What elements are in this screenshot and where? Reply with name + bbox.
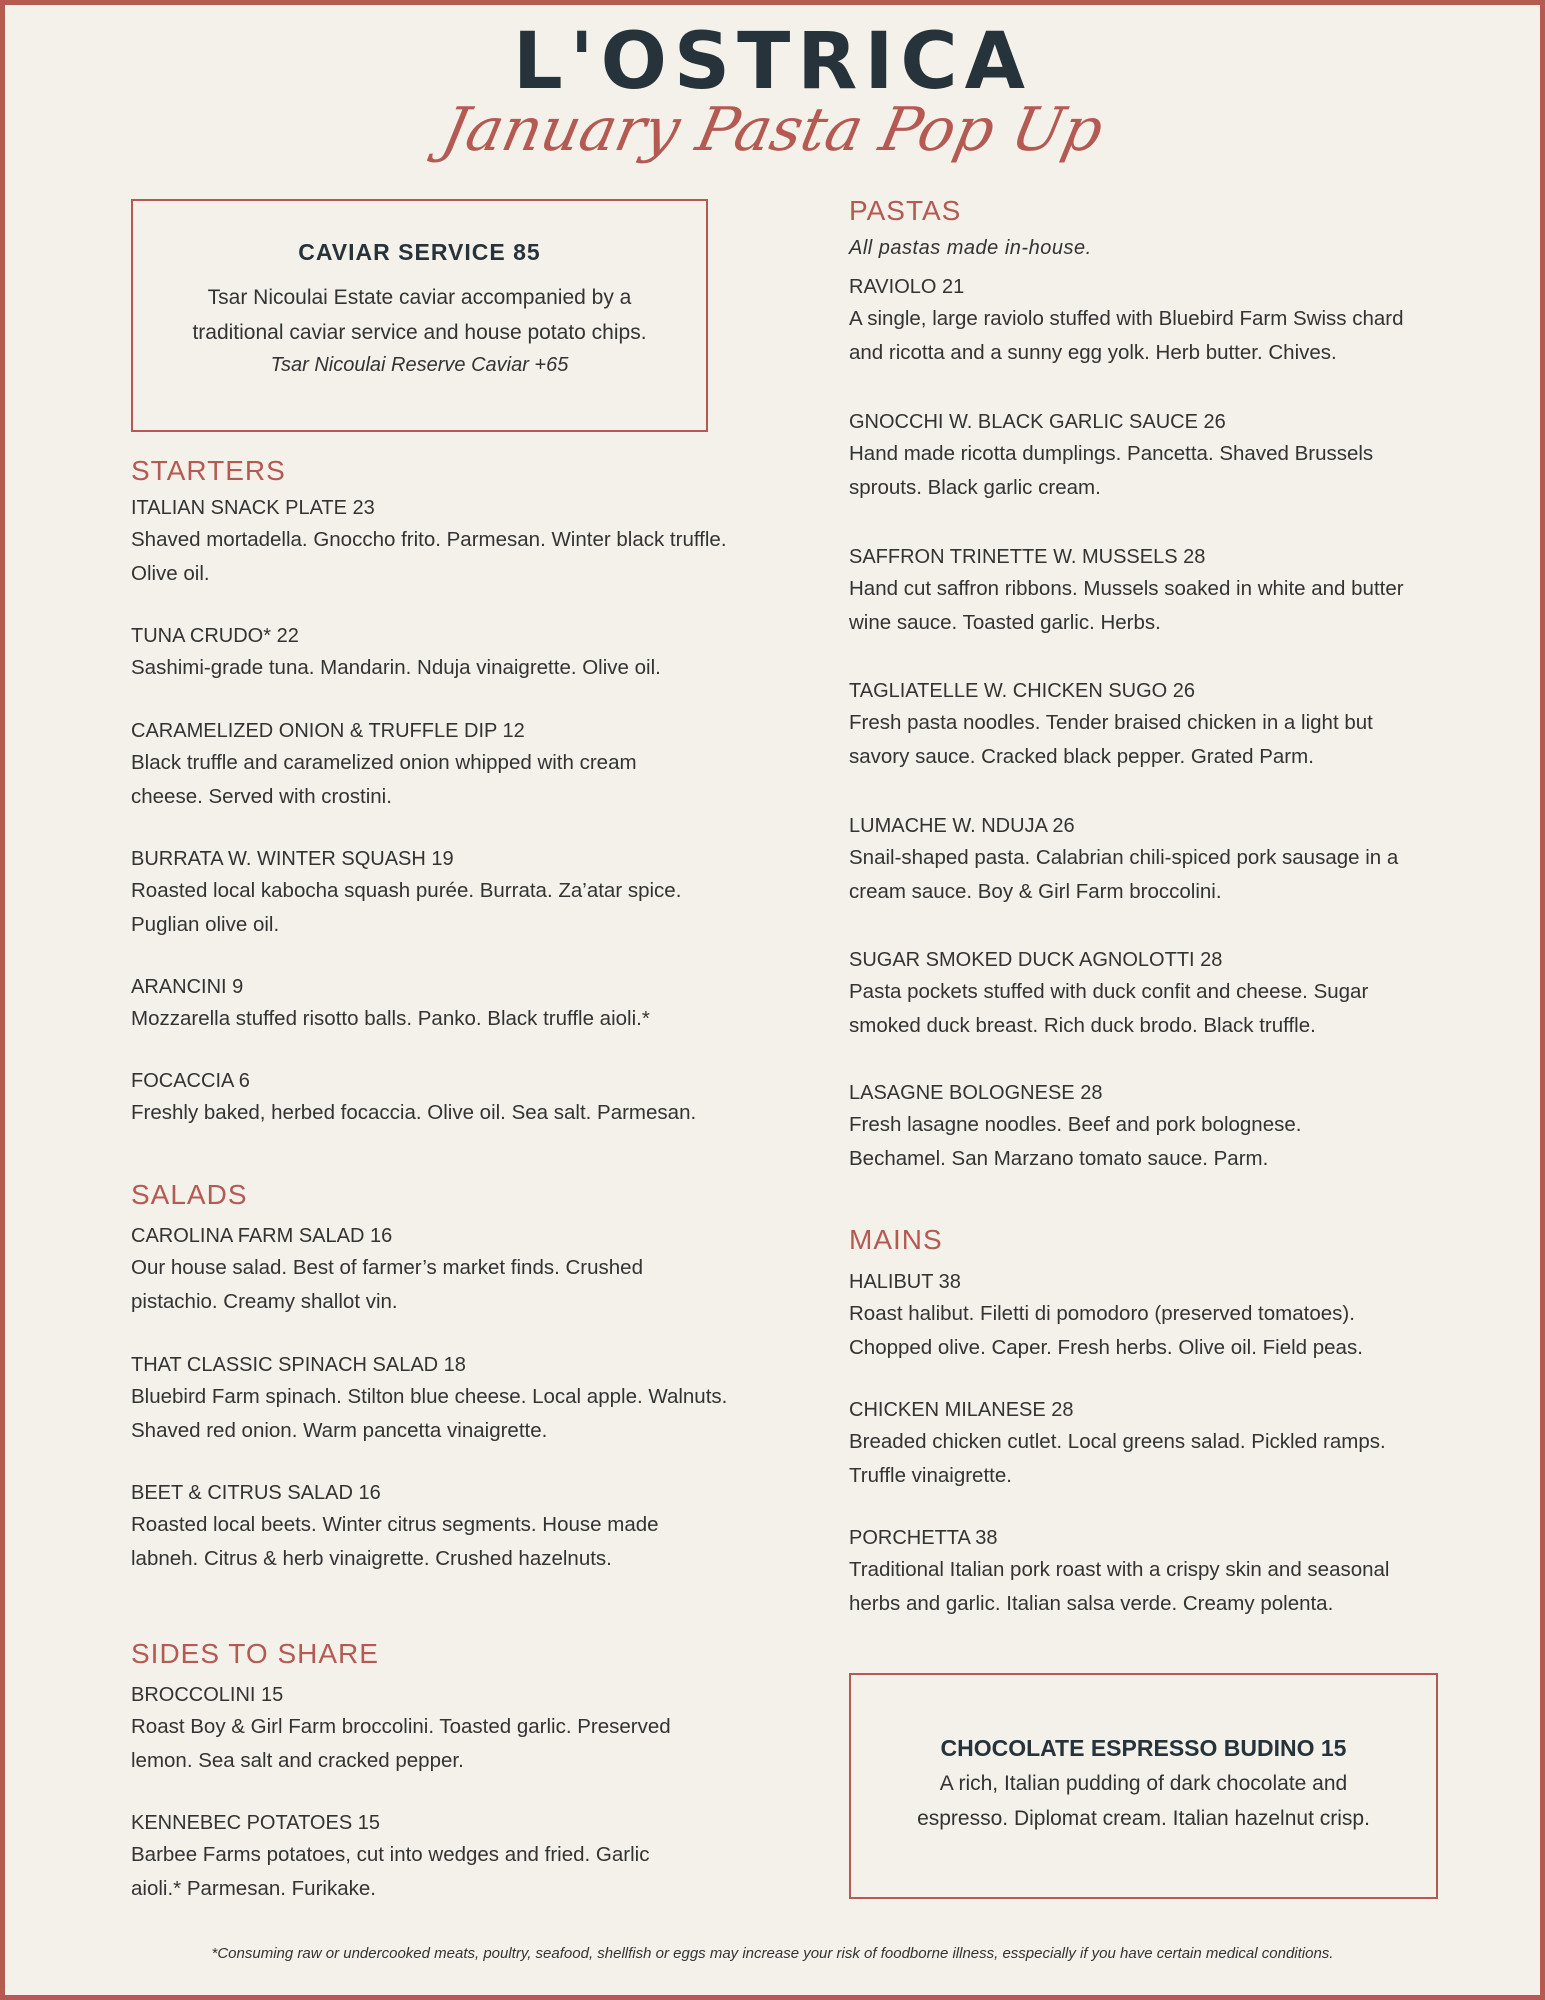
item-description: Hand made ricotta dumplings. Pancetta. Shaved Brussels sprouts. Black garlic cream.	[849, 442, 1374, 499]
item-name: ITALIAN SNACK PLATE 23	[131, 497, 375, 519]
menu-item	[849, 1267, 1419, 1365]
menu-item	[131, 493, 731, 591]
item-description: Barbee Farms potatoes, cut into wedges and fried. Garlic aioli.* Parmesan. Furikake.	[131, 1843, 650, 1900]
item-description: Roast halibut. Filetti di pomodoro (preserved tomatoes). Chopped olive. Caper. Fresh herbs. Olive oil. Field peas.	[849, 1302, 1363, 1359]
item-name: TAGLIATELLE W. CHICKEN SUGO 26	[849, 680, 1196, 702]
item-description: Breaded chicken cutlet. Local greens salad. Pickled ramps. Truffle vinaigrette.	[849, 1430, 1386, 1487]
item-description: Bluebird Farm spinach. Stilton blue cheese. Local apple. Walnuts. Shaved red onion. Warm pancetta vinaigrette.	[131, 1385, 728, 1442]
restaurant-logo: L'OSTRICA	[513, 17, 1032, 107]
menu-item	[131, 972, 771, 1036]
caviar-title: CAVIAR SERVICE 85	[298, 239, 541, 265]
caviar-description: Tsar Nicoulai Estate caviar accompanied by a traditional caviar service and house potato chips.	[192, 286, 647, 344]
menu-item	[849, 1078, 1369, 1176]
item-description: Pasta pockets stuffed with duck confit and cheese. Sugar smoked duck breast. Rich duck brodo. Black truffle.	[849, 980, 1369, 1037]
dessert-box	[849, 1673, 1438, 1899]
menu-item	[849, 945, 1439, 1043]
menu-item	[131, 1478, 701, 1576]
item-description: Sashimi-grade tuna. Mandarin. Nduja vinaigrette. Olive oil.	[131, 656, 661, 679]
menu-subtitle: January Pasta Pop Up	[435, 95, 1110, 165]
menu-item	[849, 811, 1439, 909]
item-description: Hand cut saffron ribbons. Mussels soaked in white and butter wine sauce. Toasted garlic. Herbs.	[849, 577, 1404, 634]
item-description: Roasted local kabocha squash purée. Burrata. Za’atar spice. Puglian olive oil.	[131, 879, 682, 936]
menu-item	[131, 844, 691, 942]
item-name: BURRATA W. WINTER SQUASH 19	[131, 848, 454, 870]
item-name: SAFFRON TRINETTE W. MUSSELS 28	[849, 546, 1206, 568]
pastas-note: All pastas made in-house.	[849, 237, 1092, 259]
item-name: SUGAR SMOKED DUCK AGNOLOTTI 28	[849, 949, 1223, 971]
menu-item	[849, 542, 1409, 640]
item-name: THAT CLASSIC SPINACH SALAD 18	[131, 1354, 466, 1376]
item-description: Shaved mortadella. Gnoccho frito. Parmesan. Winter black truffle. Olive oil.	[131, 528, 727, 585]
item-name: RAVIOLO 21	[849, 276, 965, 298]
item-name: CAROLINA FARM SALAD 16	[131, 1225, 393, 1247]
menu-item	[131, 1221, 691, 1319]
item-name: HALIBUT 38	[849, 1271, 961, 1293]
salads-heading: SALADS	[131, 1179, 248, 1210]
menu-item	[131, 1066, 771, 1130]
item-description: Freshly baked, herbed focaccia. Olive oil. Sea salt. Parmesan.	[131, 1101, 697, 1124]
item-name: LUMACHE W. NDUJA 26	[849, 815, 1075, 837]
menu-item	[849, 272, 1439, 370]
item-description: Our house salad. Best of farmer’s market finds. Crushed pistachio. Creamy shallot vin.	[131, 1256, 643, 1313]
menu-item	[131, 716, 691, 814]
caviar-box	[131, 199, 708, 432]
item-name: BROCCOLINI 15	[131, 1684, 284, 1706]
item-name: GNOCCHI W. BLACK GARLIC SAUCE 26	[849, 411, 1226, 433]
item-description: Fresh pasta noodles. Tender braised chicken in a light but savory sauce. Cracked black pepper. Grated Parm.	[849, 711, 1373, 768]
item-name: TUNA CRUDO* 22	[131, 625, 299, 647]
menu-item	[849, 1395, 1419, 1493]
item-description: Roasted local beets. Winter citrus segments. House made labneh. Citrus & herb vinaigrette. Crushed hazelnuts.	[131, 1513, 659, 1570]
item-name: CHICKEN MILANESE 28	[849, 1399, 1074, 1421]
item-description: Roast Boy & Girl Farm broccolini. Toasted garlic. Preserved lemon. Sea salt and cracked pepper.	[131, 1715, 671, 1772]
menu-item	[131, 1808, 691, 1906]
starters-heading: STARTERS	[131, 455, 286, 486]
item-description: Black truffle and caramelized onion whipped with cream cheese. Served with crostini.	[131, 751, 637, 808]
menu-item	[849, 676, 1424, 774]
item-description: Mozzarella stuffed risotto balls. Panko. Black truffle aioli.*	[131, 1007, 650, 1030]
item-description: Traditional Italian pork roast with a crispy skin and seasonal herbs and garlic. Italian salsa verde. Creamy polenta.	[849, 1558, 1390, 1615]
dessert-title: CHOCOLATE ESPRESSO BUDINO 15	[940, 1735, 1347, 1761]
item-description: A single, large raviolo stuffed with Bluebird Farm Swiss chard and ricotta and a sunny egg yolk. Herb butter. Chives.	[849, 307, 1404, 364]
item-name: BEET & CITRUS SALAD 16	[131, 1482, 381, 1504]
menu-item	[849, 1523, 1439, 1621]
item-name: PORCHETTA 38	[849, 1527, 998, 1549]
pastas-heading: PASTAS	[849, 195, 962, 226]
caviar-note: Tsar Nicoulai Reserve Caviar +65	[270, 354, 569, 376]
item-name: CARAMELIZED ONION & TRUFFLE DIP 12	[131, 720, 525, 742]
item-name: FOCACCIA 6	[131, 1070, 250, 1092]
mains-heading: MAINS	[849, 1224, 943, 1255]
item-name: LASAGNE BOLOGNESE 28	[849, 1082, 1103, 1104]
health-disclaimer: *Consuming raw or undercooked meats, poultry, seafood, shellfish or eggs may increase your risk of foodborne illness, esspecially if you have certain medical conditions.	[211, 1945, 1334, 1962]
menu-item	[131, 1680, 711, 1778]
menu-item	[131, 1350, 761, 1448]
menu-item	[849, 407, 1439, 505]
item-description: Snail-shaped pasta. Calabrian chili-spiced pork sausage in a cream sauce. Boy & Girl Farm broccolini.	[849, 846, 1399, 903]
item-description: Fresh lasagne noodles. Beef and pork bolognese. Bechamel. San Marzano tomato sauce. Parm.	[849, 1113, 1302, 1170]
menu-item	[131, 621, 771, 685]
sides-heading: SIDES TO SHARE	[131, 1638, 379, 1669]
dessert-description: A rich, Italian pudding of dark chocolate and espresso. Diplomat cream. Italian hazelnut crisp.	[917, 1772, 1370, 1830]
item-name: ARANCINI 9	[131, 976, 244, 998]
item-name: KENNEBEC POTATOES 15	[131, 1812, 380, 1834]
